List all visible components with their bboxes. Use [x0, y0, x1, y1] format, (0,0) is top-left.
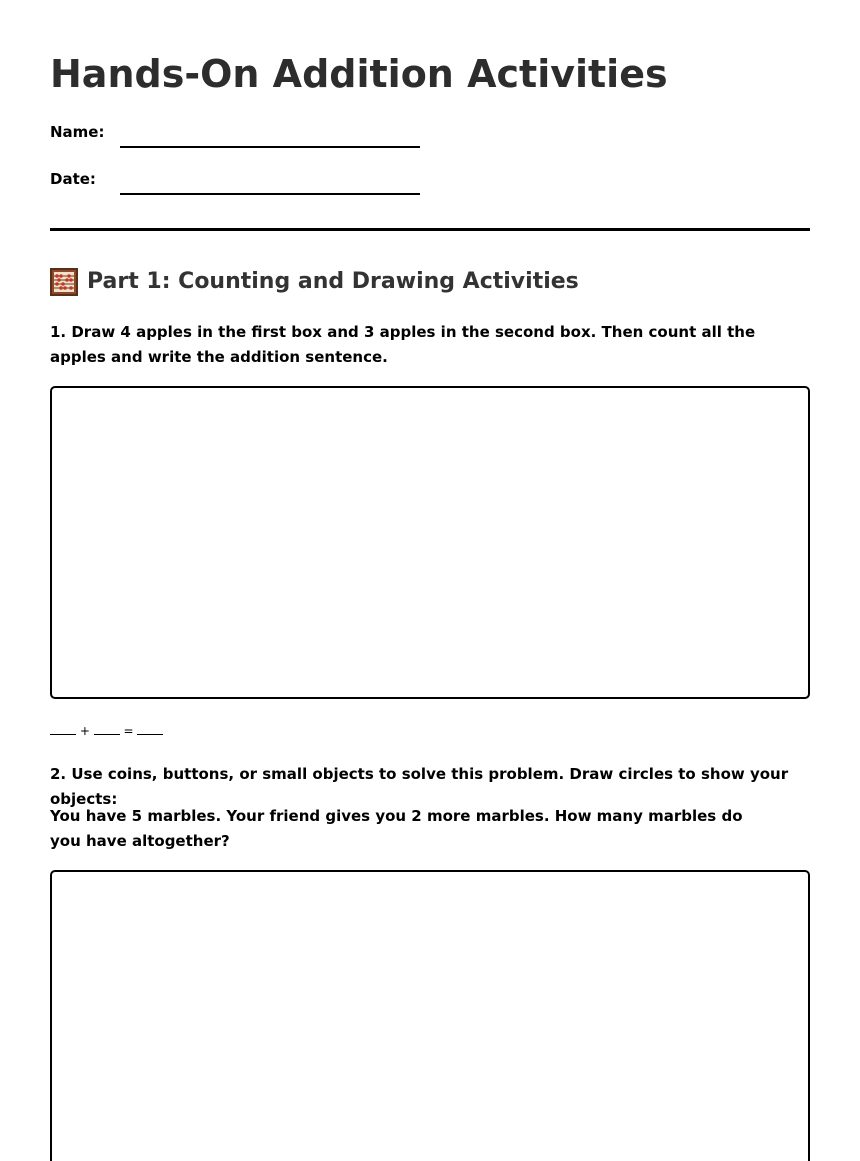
- date-field: [50, 169, 470, 195]
- question-2-text: 2. Use coins, buttons, or small objects to solve this problem. Draw circles to show your objects:: [50, 765, 789, 808]
- date-label: Date:: [50, 170, 96, 188]
- name-label: Name:: [50, 123, 105, 141]
- abacus-icon: [50, 268, 78, 296]
- addend-1-blank[interactable]: [50, 720, 76, 735]
- addend-2-blank[interactable]: [94, 720, 120, 735]
- plus-sign: +: [79, 724, 90, 738]
- question-1-drawing-box[interactable]: [50, 386, 810, 699]
- date-line[interactable]: [120, 193, 420, 195]
- header-divider: [50, 228, 810, 231]
- question-2-drawing-box[interactable]: [50, 870, 810, 1161]
- name-field: [50, 122, 470, 148]
- page-title: Hands-On Addition Activities: [50, 52, 668, 96]
- question-2-problem: You have 5 marbles. Your friend gives you 2 more marbles. How many marbles do you have altogether?: [50, 807, 743, 850]
- question-1-text: 1. Draw 4 apples in the first box and 3 apples in the second box. Then count all the apples and write the addition sentence.: [50, 323, 756, 366]
- addition-sentence: [50, 720, 163, 741]
- equals-sign: =: [123, 724, 134, 738]
- part1-heading: [50, 266, 579, 298]
- name-line[interactable]: [120, 146, 420, 148]
- part1-heading-text: Part 1: Counting and Drawing Activities: [87, 269, 579, 294]
- sum-blank[interactable]: [137, 720, 163, 735]
